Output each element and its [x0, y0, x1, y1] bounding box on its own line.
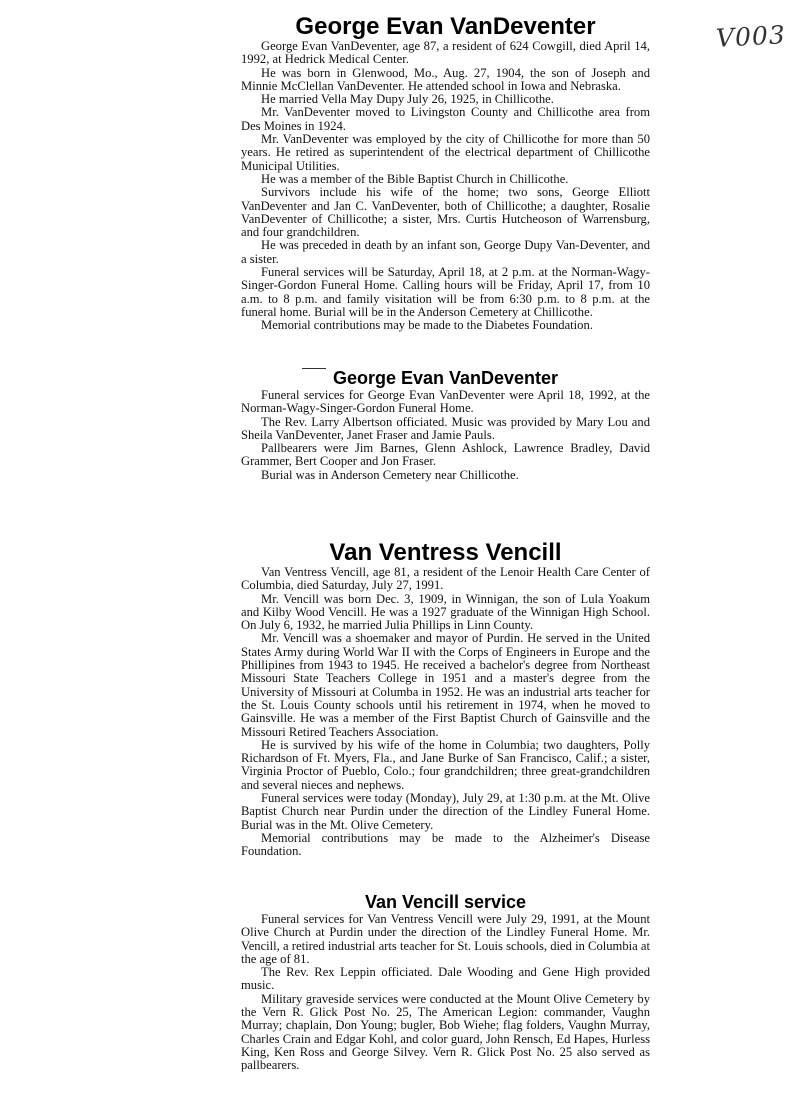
article-paragraph: Van Ventress Vencill, age 81, a resident of the Lenoir Health Care Center of Columbia, died Saturday, July 27, 1991. — [241, 565, 650, 593]
article-paragraph: Mr. VanDeventer was employed by the city of Chillicothe for more than 50 years. He retired as superintendent of the electrical department of Chillicothe Municipal Utilities. — [241, 132, 650, 173]
article-headline: George Evan VanDeventer — [332, 368, 559, 388]
article-paragraph: Military graveside services were conducted at the Mount Olive Cemetery by the Vern R. Glick Post No. 25, The American Legion: commander, Vaughn Murray; chaplain, Don Young; bugler, Bob Wiehe; flag folders, Vaughn Murray, Charles Crain and Edgar Kohl, and color guard, John Rensch, Ed Hapes, Hurless King, Ken Ross and George Silvey. Vern R. Glick Post No. 25 also served as pallbearers. — [241, 991, 650, 1073]
article-headline: Van Ventress Vencill — [329, 539, 562, 566]
article-paragraph: Funeral services were today (Monday), July 29, at 1:30 p.m. at the Mt. Olive Baptist Church near Purdin under the direction of the Lindley Funeral Home. Burial was in the Mt. Olive Cemetery. — [241, 791, 650, 832]
article-paragraph: Pallbearers were Jim Barnes, Glenn Ashlock, Lawrence Bradley, David Grammer, Bert Cooper and Jon Fraser. — [241, 441, 650, 469]
obituary-vencill — [241, 540, 650, 859]
article-paragraph: Mr. VanDeventer moved to Livingston County and Chillicothe area from Des Moines in 1924. — [241, 105, 650, 133]
article-paragraph: Funeral services for George Evan VanDeventer were April 18, 1992, at the Norman-Wagy-Singer-Gordon Funeral Home. — [241, 388, 650, 416]
article-paragraph: He was preceded in death by an infant son, George Dupy Van-Deventer, and a sister. — [241, 238, 650, 266]
article-paragraph: He was a member of the Bible Baptist Church in Chillicothe. — [261, 171, 569, 186]
article-headline: George Evan VanDeventer — [295, 13, 596, 40]
obituary-vandeventer — [241, 14, 650, 333]
article-paragraph: Memorial contributions may be made to the Diabetes Foundation. — [261, 318, 593, 333]
article-paragraph: Funeral services for Van Ventress Vencill were July 29, 1991, at the Mount Olive Church at Purdin under the direction of the Lindley Funeral Home. Mr. Vencill, a retired industrial arts teacher for St. Louis schools, died in Columbia at the age of 81. — [241, 912, 650, 966]
article-paragraph: The Rev. Rex Leppin officiated. Dale Wooding and Gene High provided music. — [241, 965, 650, 993]
article-paragraph: He is survived by his wife of the home in Columbia; two daughters, Polly Richardson of Ft. Myers, Fla., and Jane Burke of San Francisco, Calif.; a sister, Virginia Proctor of Pueblo, Colo.; four grandchildren; three great-grandchildren and several nieces and nephews. — [241, 737, 650, 792]
article-paragraph: Survivors include his wife of the home; two sons, George Elliott VanDeventer and Jan C. VanDeventer, both of Chillicothe; a daughter, Rosalie VanDeventer of Chillicothe; a sister, Mrs. Curtis Hutcheoson of Warrensburg, and four grandchildren. — [241, 185, 650, 240]
article-paragraph: He married Vella May Dupy July 26, 1925, in Chillicothe. — [261, 92, 554, 107]
service-vencill — [241, 892, 650, 1073]
article-headline: Van Vencill service — [364, 892, 527, 912]
article-paragraph: The Rev. Larry Albertson officiated. Music was provided by Mary Lou and Sheila VanDeventer, Janet Fraser and Jamie Pauls. — [241, 414, 650, 442]
article-paragraph: Burial was in Anderson Cemetery near Chillicothe. — [261, 467, 519, 482]
article-paragraph: Funeral services will be Saturday, April 18, at 2 p.m. at the Norman-Wagy-Singer-Gordon Funeral Home. Calling hours will be Friday, April 17, from 10 a.m. to 8 p.m. and family visitation will be from 6:30 p.m. to 8 p.m. at the funeral home. Burial will be in the Anderson Cemetery at Chillicothe. — [241, 265, 650, 319]
article-paragraph: Mr. Vencill was born Dec. 3, 1909, in Winnigan, the son of Lula Yoakum and Kilby Wood Vencill. He was a 1927 graduate of the Winnigan High School. On July 6, 1932, he married Julia Phillips in Linn County. — [241, 591, 650, 633]
archive-label: V003 — [715, 20, 787, 53]
article-paragraph: Memorial contributions may be made to the Alzheimer's Disease Foundation. — [241, 830, 650, 859]
service-vandeventer — [241, 368, 650, 482]
article-paragraph: Mr. Vencill was a shoemaker and mayor of Purdin. He served in the United States Army during World War II with the Corps of Engineers in Europe and the Phillipines from 1943 to 1945. He received a bachelor's degree from Northeast Missouri State Teachers College in 1951 and a master's degree from the University of Missouri at Columba in 1952. He was an industrial arts teacher for the St. Louis County schools until his retirement in 1974, when he moved to Gainsville. He was a member of the First Baptist Church of Gainsville and the Missouri Retired Teachers Association. — [241, 631, 650, 739]
article-paragraph: George Evan VanDeventer, age 87, a resident of 624 Cowgill, died April 14, 1992, at Hedrick Medical Center. — [241, 39, 650, 67]
article-paragraph: He was born in Glenwood, Mo., Aug. 27, 1904, the son of Joseph and Minnie McClellan VanDeventer. He attended school in Iowa and Nebraska. — [241, 65, 650, 93]
